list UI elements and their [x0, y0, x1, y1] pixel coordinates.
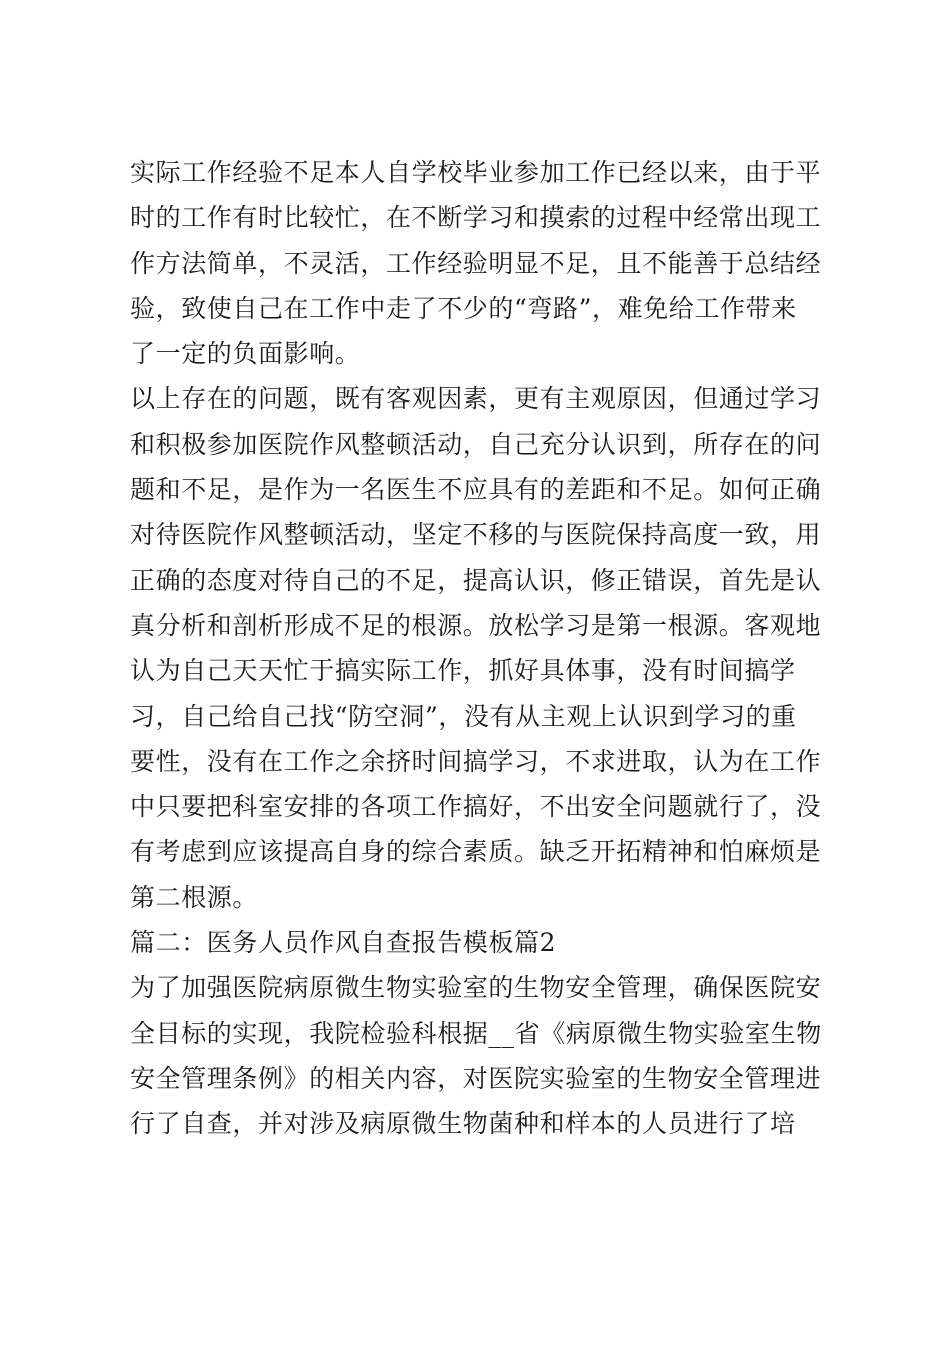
- text-line: 正确的态度对待自己的不足，提高认识，修正错误，首先是认: [130, 565, 822, 595]
- text-line: 和积极参加医院作风整顿活动，自己充分认识到，所存在的问: [130, 429, 822, 459]
- text-line: 验，致使自己在工作中走了不少的“弯路”，难免给工作带来: [130, 293, 797, 323]
- text-line: 以上存在的问题，既有客观因素，更有主观原因，但通过学习: [130, 384, 822, 414]
- text-line: 习，自己给自己找“防空洞”，没有从主观上认识到学习的重: [130, 701, 797, 731]
- document-body: [130, 150, 825, 1147]
- text-line: 了一定的负面影响。: [130, 339, 361, 369]
- text-line: 有考虑到应该提高自身的综合素质。缺乏开拓精神和怕麻烦是: [130, 837, 822, 867]
- text-line: 作方法简单，不灵活，工作经验明显不足，且不能善于总结经: [130, 248, 822, 278]
- text-line: 对待医院作风整顿活动，坚定不移的与医院保持高度一致，用: [130, 520, 822, 550]
- text-line: 行了自查，并对涉及病原微生物菌种和样本的人员进行了培: [130, 1109, 796, 1139]
- text-line: 实际工作经验不足本人自学校毕业参加工作已经以来，由于平: [130, 158, 822, 187]
- text-line: 为了加强医院病原微生物实验室的生物安全管理，确保医院安: [130, 973, 822, 1003]
- text-line: 题和不足，是作为一名医生不应具有的差距和不足。如何正确: [130, 475, 822, 505]
- text-line: 认为自己天天忙于搞实际工作，抓好具体事，没有时间搞学: [130, 656, 796, 686]
- section-heading: 篇二：医务人员作风自查报告模板篇2: [130, 928, 557, 958]
- text-line: 时的工作有时比较忙，在不断学习和摸索的过程中经常出现工: [130, 203, 822, 233]
- text-line: 中只要把科室安排的各项工作搞好，不出安全问题就行了，没: [130, 792, 822, 822]
- text-line: 真分析和剖析形成不足的根源。放松学习是第一根源。客观地: [130, 610, 822, 640]
- text-line: 要性，没有在工作之余挤时间搞学习，不求进取，认为在工作: [130, 746, 822, 776]
- text-line: 安全管理条例》的相关内容，对医院实验室的生物安全管理进: [130, 1063, 822, 1093]
- text-line: 第二根源。: [130, 882, 259, 912]
- text-line: 全目标的实现，我院检验科根据__省《病原微生物实验室生物: [130, 1018, 822, 1048]
